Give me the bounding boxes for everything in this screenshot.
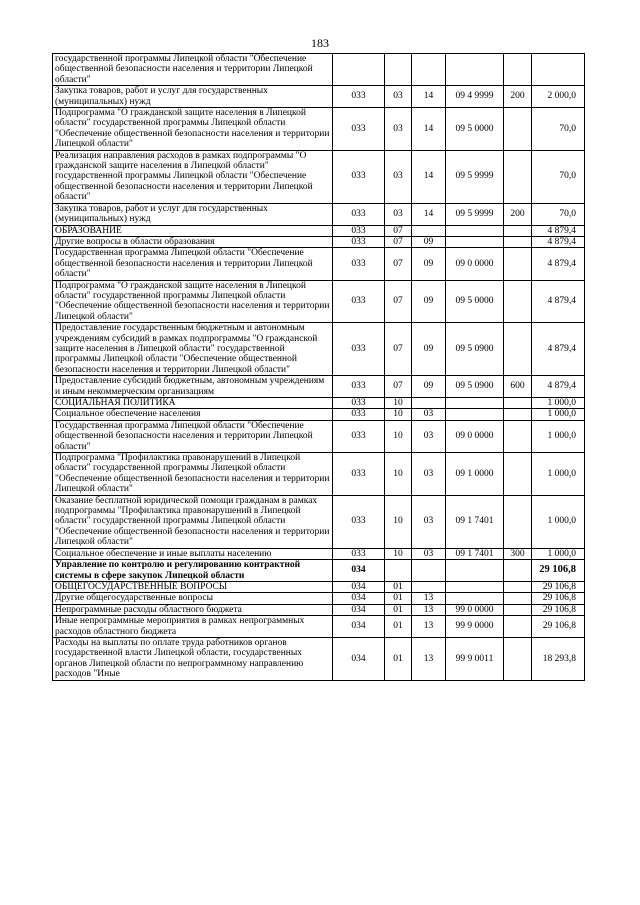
table-row — [53, 548, 585, 559]
amount-cell — [532, 54, 585, 86]
expense-name-cell: Расходы на выплаты по оплате труда работников органов государственной власти Липецкой области, государственных органов Липецкой области по непрограммному направлению расходов "Иные — [53, 637, 333, 680]
target-article-cell: 99 0 0000 — [446, 604, 504, 615]
table-row — [53, 108, 585, 151]
amount-cell: 1 000,0 — [532, 548, 585, 559]
amount-cell: 4 879,4 — [532, 225, 585, 236]
section-code-cell: 10 — [385, 548, 412, 559]
ministry-code-cell: 033 — [333, 225, 385, 236]
table-row — [53, 376, 585, 398]
target-article-cell: 99 9 0011 — [446, 637, 504, 680]
expense-type-cell — [504, 280, 532, 323]
expense-type-cell — [504, 581, 532, 592]
target-article-cell: 09 0 0000 — [446, 420, 504, 452]
expense-type-cell — [504, 560, 532, 582]
ministry-code-cell: 033 — [333, 323, 385, 376]
expense-type-cell — [504, 495, 532, 548]
expense-name-cell: Социальное обеспечение населения — [53, 409, 333, 420]
expense-type-cell — [504, 398, 532, 409]
section-code-cell: 01 — [385, 616, 412, 638]
expense-name-cell: Закупка товаров, работ и услуг для государственных (муниципальных) нужд — [53, 86, 333, 108]
expense-name-cell: Иные непрограммные мероприятия в рамках непрограммных расходов областного бюджета — [53, 616, 333, 638]
target-article-cell: 09 1 7401 — [446, 548, 504, 559]
expense-name-cell: Государственная программа Липецкой области "Обеспечение общественной безопасности населения и территории Липецкой области" — [53, 420, 333, 452]
table-row — [53, 150, 585, 203]
section-code-cell: 07 — [385, 225, 412, 236]
subsection-code-cell: 09 — [412, 236, 446, 247]
ministry-code-cell: 033 — [333, 398, 385, 409]
section-code-cell: 01 — [385, 593, 412, 604]
amount-cell: 1 000,0 — [532, 453, 585, 496]
expense-type-cell — [504, 604, 532, 615]
subsection-code-cell: 13 — [412, 616, 446, 638]
expense-name-cell: Государственная программа Липецкой области "Обеспечение общественной безопасности населения и территории Липецкой области" — [53, 248, 333, 280]
table-row — [53, 616, 585, 638]
table-row — [53, 495, 585, 548]
ministry-code-cell: 033 — [333, 495, 385, 548]
section-code-cell: 07 — [385, 376, 412, 398]
expense-name-cell: Управление по контролю и регулированию контрактной системы в сфере закупок Липецкой области — [53, 560, 333, 582]
expense-name-cell: Реализация направления расходов в рамках подпрограммы "О гражданской защите населения в Липецкой области" государственной программы Липецкой области "Обеспечение общественной безопасности населения и территории Липецкой области" — [53, 150, 333, 203]
target-article-cell — [446, 54, 504, 86]
ministry-code-cell: 033 — [333, 453, 385, 496]
target-article-cell: 09 5 0000 — [446, 280, 504, 323]
amount-cell: 29 106,8 — [532, 593, 585, 604]
expense-type-cell — [504, 453, 532, 496]
section-code-cell: 10 — [385, 420, 412, 452]
amount-cell: 1 000,0 — [532, 495, 585, 548]
target-article-cell: 09 5 9999 — [446, 203, 504, 225]
ministry-code-cell: 034 — [333, 581, 385, 592]
target-article-cell — [446, 409, 504, 420]
amount-cell: 4 879,4 — [532, 376, 585, 398]
ministry-code-cell: 034 — [333, 637, 385, 680]
expense-type-cell — [504, 616, 532, 638]
table-row — [53, 637, 585, 680]
amount-cell: 70,0 — [532, 150, 585, 203]
amount-cell: 18 293,8 — [532, 637, 585, 680]
section-code-cell: 10 — [385, 453, 412, 496]
table-row — [53, 593, 585, 604]
expense-name-cell: Непрограммные расходы областного бюджета — [53, 604, 333, 615]
section-code-cell: 01 — [385, 581, 412, 592]
target-article-cell: 09 1 7401 — [446, 495, 504, 548]
expense-type-cell — [504, 637, 532, 680]
section-code-cell — [385, 560, 412, 582]
ministry-code-cell — [333, 54, 385, 86]
subsection-code-cell: 14 — [412, 150, 446, 203]
ministry-code-cell: 033 — [333, 248, 385, 280]
expense-type-cell — [504, 150, 532, 203]
table-row — [53, 248, 585, 280]
expense-name-cell: Подпрограмма "О гражданской защите населения в Липецкой области" государственной программы Липецкой области "Обеспечение общественной безопасности населения и территории Липецкой области" — [53, 108, 333, 151]
expense-name-cell: Подпрограмма "О гражданской защите населения в Липецкой области" государственной программы Липецкой области "Обеспечение общественной безопасности населения и территории Липецкой области" — [53, 280, 333, 323]
expense-name-cell: Подпрограмма "Профилактика правонарушений в Липецкой области" государственной программы Липецкой области "Обеспечение общественной безопасности населения и территории Липецкой области" — [53, 453, 333, 496]
subsection-code-cell — [412, 560, 446, 582]
ministry-code-cell: 034 — [333, 560, 385, 582]
target-article-cell: 09 5 9999 — [446, 150, 504, 203]
target-article-cell: 09 5 0000 — [446, 108, 504, 151]
section-code-cell: 10 — [385, 398, 412, 409]
table-row — [53, 54, 585, 86]
ministry-code-cell: 033 — [333, 236, 385, 247]
expense-type-cell: 200 — [504, 203, 532, 225]
subsection-code-cell: 09 — [412, 376, 446, 398]
expense-type-cell — [504, 54, 532, 86]
target-article-cell — [446, 236, 504, 247]
target-article-cell — [446, 581, 504, 592]
subsection-code-cell: 09 — [412, 280, 446, 323]
ministry-code-cell: 033 — [333, 86, 385, 108]
amount-cell: 70,0 — [532, 108, 585, 151]
expense-type-cell: 600 — [504, 376, 532, 398]
subsection-code-cell — [412, 398, 446, 409]
section-code-cell: 01 — [385, 604, 412, 615]
expense-type-cell — [504, 236, 532, 247]
table-row — [53, 560, 585, 582]
expense-name-cell: Оказание бесплатной юридической помощи гражданам в рамках подпрограммы "Профилактика правонарушений в Липецкой области" государственной программы Липецкой области "Обеспечение общественной безопасности населения и территории Липецкой области" — [53, 495, 333, 548]
table-row — [53, 409, 585, 420]
subsection-code-cell: 14 — [412, 203, 446, 225]
subsection-code-cell: 14 — [412, 108, 446, 151]
subsection-code-cell: 14 — [412, 86, 446, 108]
section-code-cell: 10 — [385, 409, 412, 420]
table-row — [53, 420, 585, 452]
budget-table — [52, 53, 585, 681]
target-article-cell — [446, 398, 504, 409]
section-code-cell: 07 — [385, 248, 412, 280]
amount-cell: 4 879,4 — [532, 280, 585, 323]
target-article-cell: 09 4 9999 — [446, 86, 504, 108]
target-article-cell — [446, 225, 504, 236]
amount-cell: 1 000,0 — [532, 398, 585, 409]
ministry-code-cell: 034 — [333, 604, 385, 615]
expense-name-cell: Другие вопросы в области образования — [53, 236, 333, 247]
table-row — [53, 225, 585, 236]
expense-type-cell: 200 — [504, 86, 532, 108]
subsection-code-cell: 13 — [412, 637, 446, 680]
subsection-code-cell: 03 — [412, 495, 446, 548]
amount-cell: 29 106,8 — [532, 560, 585, 582]
amount-cell: 4 879,4 — [532, 248, 585, 280]
target-article-cell: 09 5 0900 — [446, 376, 504, 398]
table-row — [53, 280, 585, 323]
ministry-code-cell: 033 — [333, 420, 385, 452]
ministry-code-cell: 034 — [333, 593, 385, 604]
page-number: 183 — [311, 36, 329, 50]
ministry-code-cell: 033 — [333, 203, 385, 225]
table-row — [53, 604, 585, 615]
ministry-code-cell: 033 — [333, 150, 385, 203]
ministry-code-cell: 033 — [333, 409, 385, 420]
expense-name-cell: государственной программы Липецкой области "Обеспечение общественной безопасности населения и территории Липецкой области" — [53, 54, 333, 86]
amount-cell: 29 106,8 — [532, 616, 585, 638]
section-code-cell: 07 — [385, 236, 412, 247]
subsection-code-cell: 03 — [412, 409, 446, 420]
amount-cell: 70,0 — [532, 203, 585, 225]
expense-type-cell — [504, 420, 532, 452]
expense-type-cell — [504, 108, 532, 151]
expense-name-cell: Другие общегосударственные вопросы — [53, 593, 333, 604]
table-row — [53, 86, 585, 108]
section-code-cell: 03 — [385, 203, 412, 225]
subsection-code-cell: 03 — [412, 420, 446, 452]
table-row — [53, 398, 585, 409]
expense-name-cell: ОБРАЗОВАНИЕ — [53, 225, 333, 236]
subsection-code-cell: 09 — [412, 323, 446, 376]
subsection-code-cell: 09 — [412, 248, 446, 280]
expense-name-cell: Закупка товаров, работ и услуг для государственных (муниципальных) нужд — [53, 203, 333, 225]
expense-type-cell — [504, 409, 532, 420]
target-article-cell — [446, 560, 504, 582]
ministry-code-cell: 033 — [333, 548, 385, 559]
ministry-code-cell: 033 — [333, 280, 385, 323]
amount-cell: 29 106,8 — [532, 604, 585, 615]
expense-name-cell: СОЦИАЛЬНАЯ ПОЛИТИКА — [53, 398, 333, 409]
expense-type-cell: 300 — [504, 548, 532, 559]
section-code-cell: 07 — [385, 280, 412, 323]
subsection-code-cell — [412, 54, 446, 86]
target-article-cell: 09 0 0000 — [446, 248, 504, 280]
amount-cell: 4 879,4 — [532, 323, 585, 376]
amount-cell: 1 000,0 — [532, 420, 585, 452]
target-article-cell — [446, 593, 504, 604]
table-row — [53, 453, 585, 496]
subsection-code-cell: 03 — [412, 453, 446, 496]
target-article-cell: 09 1 0000 — [446, 453, 504, 496]
table-row — [53, 323, 585, 376]
subsection-code-cell: 13 — [412, 604, 446, 615]
expense-name-cell: Предоставление субсидий бюджетным, автономным учреждениям и иным некоммерческим организациям — [53, 376, 333, 398]
expense-type-cell — [504, 248, 532, 280]
amount-cell: 4 879,4 — [532, 236, 585, 247]
expense-name-cell: Социальное обеспечение и иные выплаты населению — [53, 548, 333, 559]
subsection-code-cell: 03 — [412, 548, 446, 559]
expense-type-cell — [504, 593, 532, 604]
section-code-cell: 03 — [385, 150, 412, 203]
section-code-cell: 03 — [385, 108, 412, 151]
ministry-code-cell: 033 — [333, 376, 385, 398]
expense-type-cell — [504, 323, 532, 376]
section-code-cell: 10 — [385, 495, 412, 548]
section-code-cell: 03 — [385, 86, 412, 108]
expense-name-cell: Предоставление государственным бюджетным и автономным учреждениям субсидий в рамках подпрограммы "О гражданской защите населения в Липецкой области" государственной программы Липецкой области "Обеспечение общественной безопасности населения и территории Липецкой области" — [53, 323, 333, 376]
ministry-code-cell: 033 — [333, 108, 385, 151]
amount-cell: 29 106,8 — [532, 581, 585, 592]
target-article-cell: 09 5 0900 — [446, 323, 504, 376]
table-row — [53, 581, 585, 592]
section-code-cell: 01 — [385, 637, 412, 680]
section-code-cell — [385, 54, 412, 86]
table-row — [53, 236, 585, 247]
target-article-cell: 99 9 0000 — [446, 616, 504, 638]
ministry-code-cell: 034 — [333, 616, 385, 638]
section-code-cell: 07 — [385, 323, 412, 376]
amount-cell: 1 000,0 — [532, 409, 585, 420]
expense-type-cell — [504, 225, 532, 236]
subsection-code-cell — [412, 225, 446, 236]
expense-name-cell: ОБЩЕГОСУДАРСТВЕННЫЕ ВОПРОСЫ — [53, 581, 333, 592]
subsection-code-cell: 13 — [412, 593, 446, 604]
table-row — [53, 203, 585, 225]
subsection-code-cell — [412, 581, 446, 592]
amount-cell: 2 000,0 — [532, 86, 585, 108]
